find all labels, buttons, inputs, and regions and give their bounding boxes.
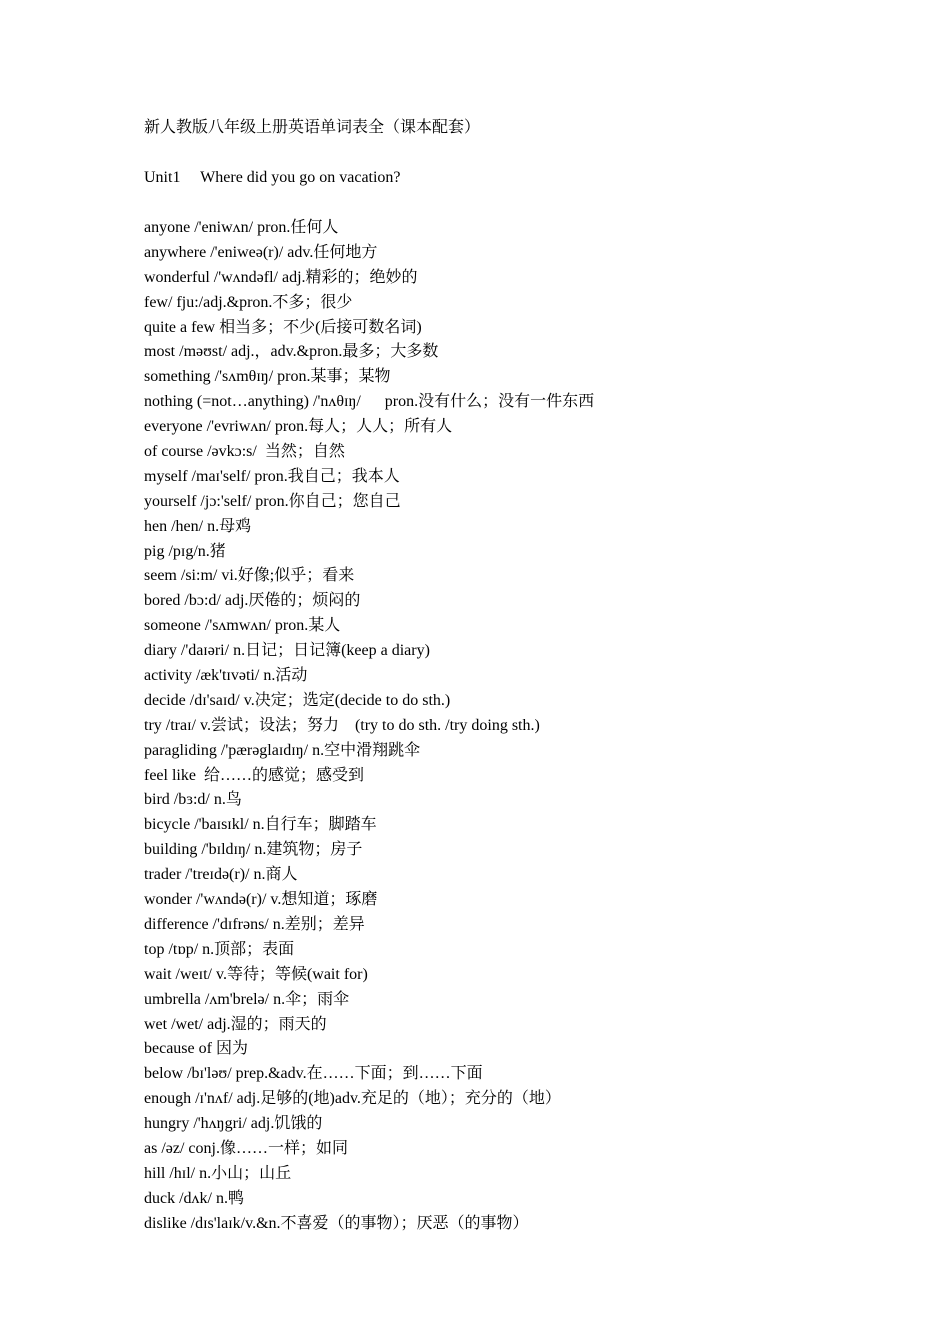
vocabulary-entry: decide /dɪ'saɪd/ v.决定；选定(decide to do sth.) [144,691,451,709]
vocabulary-entry: everyone /'evriwʌn/ pron.每人；人人；所有人 [144,418,453,436]
vocabulary-entry: myself /maɪ'self/ pron.我自己；我本人 [144,467,400,485]
vocabulary-entry: below /bɪ'ləʊ/ prep.&adv.在……下面；到……下面 [144,1065,483,1083]
vocabulary-entry: try /traɪ/ v.尝试；设法；努力 (try to do sth. /try doing sth.) [144,716,540,734]
vocabulary-entry: as /əz/ conj.像……一样；如同 [144,1139,348,1157]
vocabulary-entry: umbrella /ʌm'brelə/ n.伞；雨伞 [144,990,350,1008]
vocabulary-entry: bored /bɔ:d/ adj.厌倦的；烦闷的 [144,592,361,610]
vocabulary-entry: building /'bɪldɪŋ/ n.建筑物；房子 [144,841,363,859]
vocabulary-entry: of course /əvkɔ:s/ 当然；自然 [144,443,345,461]
vocabulary-entry: wait /weɪt/ v.等待；等候(wait for) [144,965,368,983]
vocabulary-entry: paragliding /'pærəglaɪdɪŋ/ n.空中滑翔跳伞 [144,741,421,759]
vocabulary-entry: most /məʊst/ adj.，adv.&pron.最多；大多数 [144,343,439,361]
vocabulary-entry: bird /bɜ:d/ n.鸟 [144,791,242,809]
document-title: 新人教版八年级上册英语单词表全（课本配套） [144,119,481,136]
vocabulary-entry: hungry /'hʌŋgri/ adj.饥饿的 [144,1115,323,1133]
vocabulary-entry: anyone /'eniwʌn/ pron.任何人 [144,219,339,236]
vocabulary-entry: wet /wet/ adj.湿的；雨天的 [144,1015,327,1033]
vocabulary-entry: pig /pɪg/n.猪 [144,542,226,560]
vocabulary-entry: top /tɒp/ n.顶部；表面 [144,940,295,958]
vocabulary-entry: seem /si:m/ vi.好像;似乎；看来 [144,567,355,585]
vocabulary-entry: someone /'sʌmwʌn/ pron.某人 [144,617,341,635]
vocabulary-entry: feel like 给……的感觉；感受到 [144,766,364,784]
vocabulary-entry: difference /'dɪfrəns/ n.差别；差异 [144,915,365,933]
vocabulary-entry: something /'sʌmθɪŋ/ pron.某事；某物 [144,368,391,386]
vocabulary-entry: bicycle /'baɪsɪkl/ n.自行车；脚踏车 [144,816,377,834]
vocabulary-entry: wonder /'wʌndə(r)/ v.想知道；琢磨 [144,891,378,909]
vocabulary-entry: few/ fju:/adj.&pron.不多；很少 [144,293,353,311]
vocabulary-entry: duck /dʌk/ n.鸭 [144,1189,244,1207]
vocabulary-entry: diary /'daɪəri/ n.日记；日记簿(keep a diary) [144,642,430,660]
vocabulary-entry: trader /'treɪdə(r)/ n.商人 [144,866,298,884]
vocabulary-entry: nothing (=not…anything) /'nʌθɪŋ/ pron.没有什么；没有一件东西 [144,393,595,411]
vocabulary-entry: dislike /dɪs'laɪk/v.&n.不喜爱（的事物）；厌恶（的事物） [144,1214,529,1232]
vocabulary-entry: enough /ɪ'nʌf/ adj.足够的(地)adv.充足的（地）；充分的（地） [144,1090,561,1108]
vocabulary-entry: wonderful /'wʌndəfl/ adj.精彩的；绝妙的 [144,268,418,286]
vocabulary-entry: quite a few 相当多；不少(后接可数名词) [144,318,422,336]
vocabulary-entry: yourself /jɔ:'self/ pron.你自己；您自己 [144,492,401,510]
vocabulary-entry: hen /hen/ n.母鸡 [144,517,252,535]
vocabulary-entry: hill /hɪl/ n.小山；山丘 [144,1164,292,1182]
unit-heading: Unit1 Where did you go on vacation? [144,169,401,186]
vocabulary-entry: because of 因为 [144,1040,248,1058]
vocabulary-entry: anywhere /'eniweə(r)/ adv.任何地方 [144,243,378,261]
vocabulary-list [144,216,594,1237]
vocabulary-entry: activity /æk'tɪvəti/ n.活动 [144,667,308,685]
